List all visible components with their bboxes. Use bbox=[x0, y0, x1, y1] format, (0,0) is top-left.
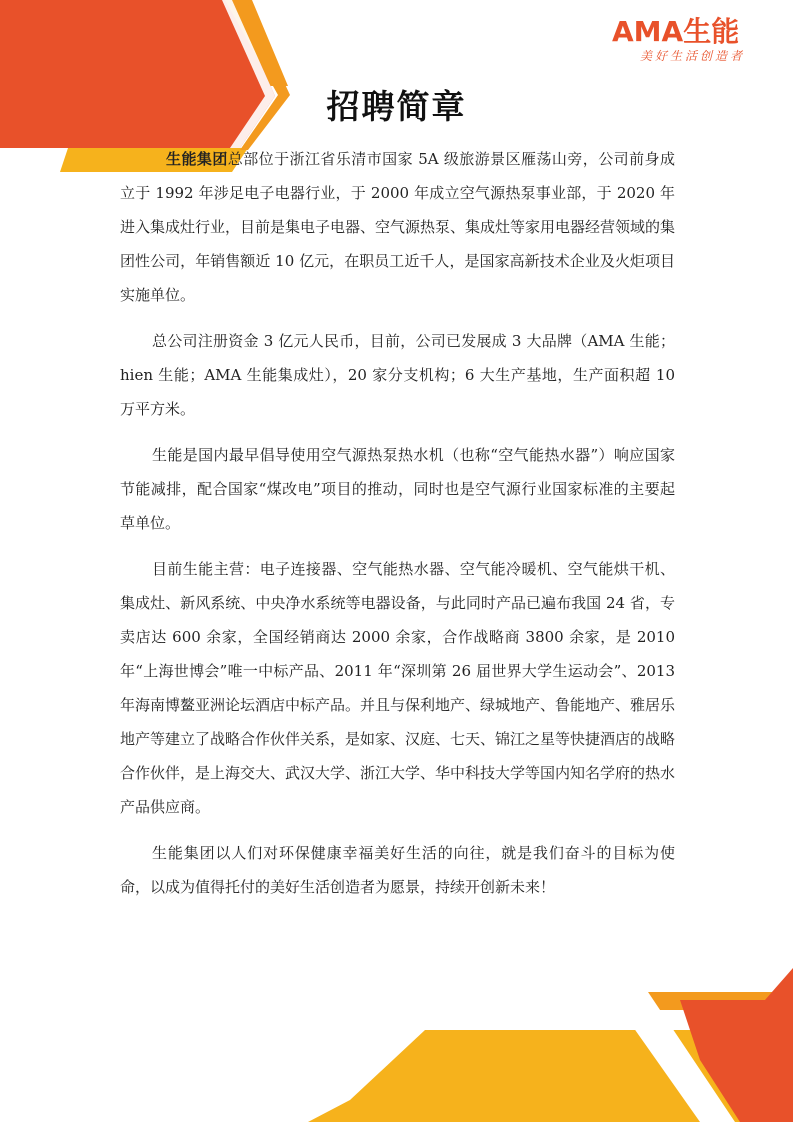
paragraph-products: 目前生能主营：电子连接器、空气能热水器、空气能冷暖机、空气能烘干机、集成灶、新风系统、中央净水系统等电器设备，与此同时产品已遍布我国 24 省，专卖店达 600 余家，全国经销商达 2000 余家，合作战略商 3800 余家，是 2010 年“上海世博会”唯一中标产品、2011 年“深圳第 26 届世界大学生运动会”、2013 年海南博鳌亚洲论坛酒店中标产品。并且与保利地产、绿城地产、鲁能地产、雅居乐地产等建立了战略合作伙伴关系，是如家、汉庭、七天、锦江之星等快捷酒店的战略合作伙伴，是上海交大、武汉大学、浙江大学、华中科技大学等国内知名学府的热水产品供应商。 bbox=[120, 560, 676, 816]
paragraph-intro-text: 总部位于浙江省乐清市国家 5A 级旅游景区雁荡山旁，公司前身成立于 1992 年涉足电子电器行业，于 2000 年成立空气源热泵事业部，于 2020 年进入集成灶行业，目前是集电子电器、空气源热泵、集成灶等家用电器经营领域的集团性公司，年销售额近 10 亿元，在职员工近千人，是国家高新技术企业及火炬项目实施单位。 bbox=[120, 150, 676, 304]
paragraph-intro bbox=[120, 142, 675, 312]
logo-tagline: 美好生活创造者 bbox=[640, 49, 746, 63]
paragraph-heat-pump: 生能是国内最早倡导使用空气源热泵热水机（也称“空气能热水器”）响应国家节能减排，配合国家“煤改电”项目的推动，同时也是空气源行业国家标准的主要起草单位。 bbox=[120, 446, 675, 532]
logo-brand-text: AMA生能 bbox=[612, 15, 740, 48]
page-title: 招聘简章 bbox=[326, 87, 467, 126]
company-name-lead: 生能集团 bbox=[166, 150, 228, 168]
document-body bbox=[120, 142, 675, 916]
paragraph-mission: 生能集团以人们对环保健康幸福美好生活的向往，就是我们奋斗的目标为使命，以成为值得托付的美好生活创造者为愿景，持续开创新未来！ bbox=[120, 844, 675, 896]
paragraph-capital: 总公司注册资金 3 亿元人民币，目前，公司已发展成 3 大品牌（AMA 生能；hien 生能；AMA 生能集成灶），20 家分支机构；6 大生产基地，生产面积超 10 万平方米。 bbox=[120, 332, 675, 418]
company-logo bbox=[612, 14, 782, 70]
